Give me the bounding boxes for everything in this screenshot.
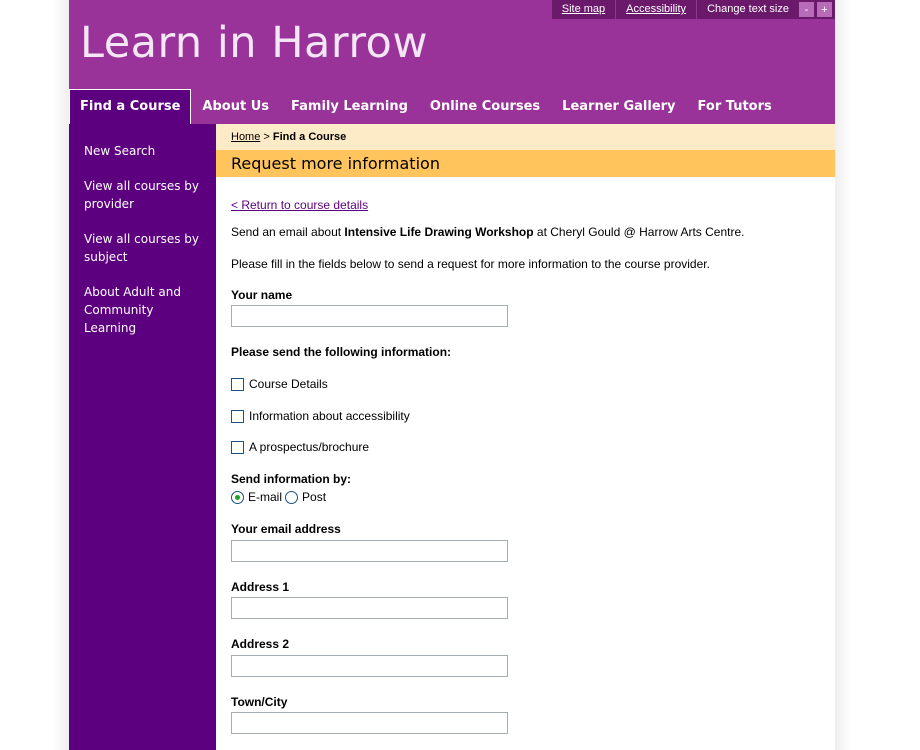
intro-prefix: Send an email about	[231, 225, 345, 239]
email-radio-label: E-mail	[248, 490, 283, 504]
nav-about-us[interactable]: About Us	[202, 99, 270, 114]
main-nav	[69, 89, 783, 124]
main-content	[216, 124, 835, 709]
page-shadow-left	[53, 0, 69, 750]
town-input[interactable]	[231, 712, 508, 734]
text-size-label: Change text size	[707, 3, 789, 15]
nav-learner-gallery[interactable]: Learner Gallery	[562, 99, 676, 114]
nav-find-a-course[interactable]: Find a Course	[69, 89, 191, 124]
accessibility-link[interactable]: Accessibility	[616, 0, 697, 19]
intro-text	[231, 225, 744, 239]
prospectus-checkbox[interactable]	[231, 441, 244, 454]
nav-family-learning[interactable]: Family Learning	[291, 99, 408, 114]
post-radio[interactable]	[285, 491, 298, 504]
page-shadow-right	[835, 0, 851, 750]
address1-input[interactable]	[231, 597, 508, 619]
post-radio-label: Post	[302, 490, 327, 504]
decrease-text-size-button[interactable]: -	[799, 2, 814, 17]
sidebar-item-courses-by-subject[interactable]: View all courses by subject	[84, 232, 200, 264]
email-input[interactable]	[231, 540, 508, 562]
course-title: Intensive Life Drawing Workshop	[344, 225, 534, 239]
name-label: Your name	[231, 288, 293, 302]
instructions-text: Please fill in the fields below to send a request for more information to the course provider.	[231, 257, 710, 271]
info-heading: Please send the following information:	[231, 345, 452, 359]
increase-text-size-button[interactable]: +	[817, 2, 832, 17]
intro-suffix: at Cheryl Gould @ Harrow Arts Centre.	[533, 225, 745, 239]
sidebar-item-about-acl[interactable]: About Adult and Community Learning	[84, 285, 181, 335]
course-details-checkbox[interactable]	[231, 378, 244, 391]
name-input[interactable]	[231, 305, 508, 327]
address2-input[interactable]	[231, 655, 508, 677]
sidebar	[69, 124, 216, 750]
nav-for-tutors[interactable]: For Tutors	[697, 99, 772, 114]
checkbox-accessibility-row	[231, 409, 410, 423]
send-by-radio-group	[231, 490, 326, 504]
nav-online-courses[interactable]: Online Courses	[429, 99, 541, 114]
address1-label: Address 1	[231, 580, 290, 594]
checkbox-prospectus-row	[231, 440, 369, 454]
page-heading: Request more information	[216, 150, 835, 177]
send-by-label: Send information by:	[231, 472, 351, 486]
breadcrumb	[216, 124, 835, 150]
address2-label: Address 2	[231, 637, 290, 651]
site-header	[69, 0, 835, 124]
course-details-label: Course Details	[249, 377, 328, 391]
return-to-course-link[interactable]: < Return to course details	[231, 198, 369, 212]
town-label: Town/City	[231, 695, 288, 709]
page	[69, 0, 835, 750]
breadcrumb-current: Find a Course	[272, 131, 347, 143]
email-radio[interactable]	[231, 491, 244, 504]
checkbox-course-details-row	[231, 377, 328, 391]
utility-bar	[552, 0, 835, 19]
breadcrumb-separator: >	[263, 131, 270, 143]
email-label: Your email address	[231, 522, 341, 536]
accessibility-info-checkbox[interactable]	[231, 410, 244, 423]
prospectus-label: A prospectus/brochure	[249, 440, 370, 454]
site-title: Learn in Harrow	[80, 18, 429, 68]
sidebar-item-courses-by-provider[interactable]: View all courses by provider	[84, 179, 200, 211]
sidebar-item-new-search[interactable]: New Search	[84, 144, 156, 158]
accessibility-info-label: Information about accessibility	[249, 409, 410, 423]
breadcrumb-home-link[interactable]: Home	[231, 131, 261, 143]
site-map-link[interactable]: Site map	[552, 0, 616, 19]
